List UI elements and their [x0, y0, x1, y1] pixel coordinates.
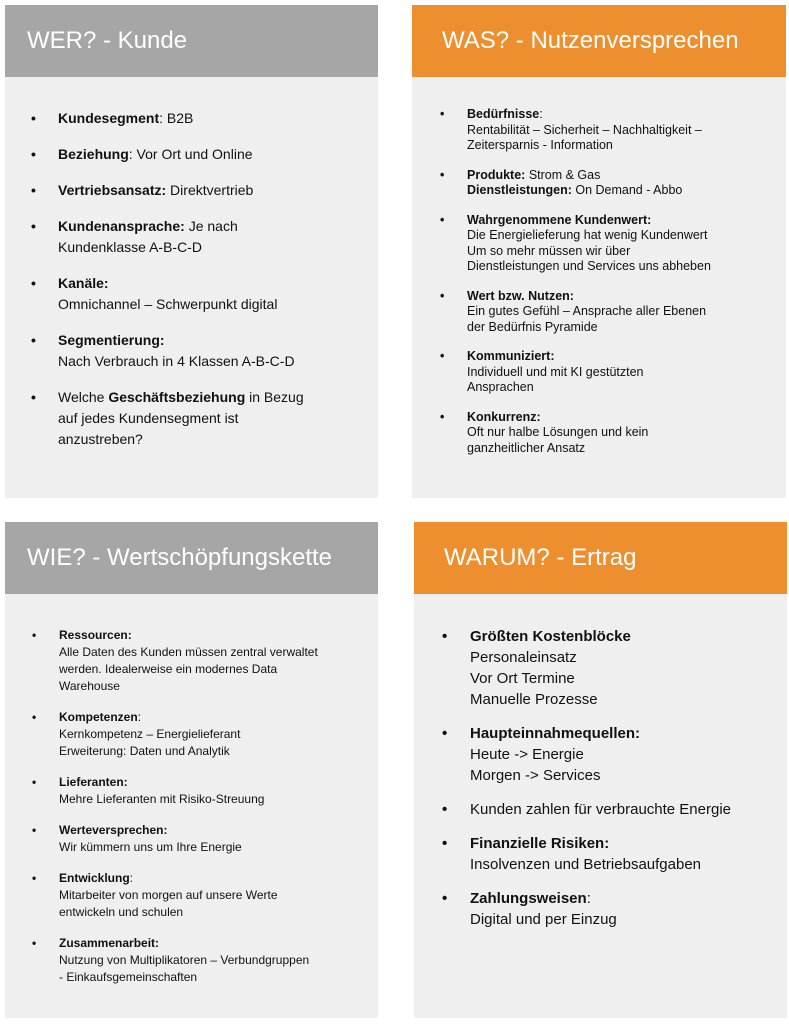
bullet-icon: •	[31, 218, 36, 234]
item-value: :	[129, 871, 134, 885]
list-item	[31, 216, 358, 258]
item-text: in Bezug	[245, 389, 304, 405]
bullet-list	[31, 108, 358, 450]
list-item	[440, 410, 770, 457]
bullet-icon: •	[32, 823, 37, 837]
list-item	[440, 107, 770, 154]
card-header-was	[412, 5, 786, 77]
item-detail: Vor Ort Termine	[470, 670, 575, 687]
bullet-icon: •	[442, 725, 448, 742]
bullet-icon: •	[32, 871, 37, 885]
bullet-icon: •	[31, 146, 36, 162]
item-detail: Kundenklasse A-B-C-D	[58, 239, 202, 255]
list-item	[31, 387, 358, 450]
item-label: Haupteinnahmequellen:	[470, 725, 641, 742]
item-label: Werteversprechen:	[59, 823, 168, 837]
item-detail: Erweiterung: Daten und Analytik	[59, 744, 230, 758]
card-header-wer	[5, 5, 378, 77]
bullet-icon: •	[32, 628, 37, 642]
item-detail: Heute -> Energie	[470, 746, 584, 763]
list-item	[32, 822, 358, 856]
card-title: WER? - Kunde	[27, 27, 188, 54]
bullet-icon: •	[440, 212, 445, 227]
card-title: WIE? - Wertschöpfungskette	[27, 544, 333, 571]
bullet-icon: •	[442, 890, 448, 907]
card-body	[5, 594, 378, 1018]
item-detail: - Einkaufsgemeinschaften	[59, 970, 198, 984]
item-value: :	[137, 710, 142, 724]
list-item	[32, 774, 358, 808]
list-item	[440, 168, 770, 199]
bullet-icon: •	[31, 275, 36, 291]
list-item	[32, 627, 358, 695]
item-detail: Rentabilität – Sicherheit – Nachhaltigkeit –	[467, 122, 702, 137]
list-item	[442, 626, 771, 710]
item-value: :	[539, 107, 543, 121]
item-detail: Digital und per Einzug	[470, 911, 617, 928]
list-item	[442, 888, 771, 930]
list-item	[440, 349, 770, 396]
list-item	[32, 709, 358, 760]
list-item	[31, 180, 358, 201]
item-label: Produkte:	[467, 167, 526, 182]
item-detail: Morgen -> Services	[470, 767, 601, 784]
bullet-list	[32, 627, 358, 986]
item-detail: Ein gutes Gefühl – Ansprache aller Ebenen	[467, 304, 707, 318]
bullet-icon: •	[32, 710, 37, 724]
item-detail: Ansprachen	[467, 380, 534, 394]
bullet-list	[440, 107, 770, 456]
item-label: Wahrgenommene Kundenwert:	[467, 212, 652, 227]
list-item	[31, 330, 358, 372]
item-detail: Warehouse	[59, 679, 120, 693]
item-detail: Wir kümmern uns um Ihre Energie	[59, 840, 242, 854]
list-item	[32, 935, 358, 986]
item-label: Kommuniziert:	[467, 349, 555, 363]
card-body	[5, 77, 378, 498]
item-label: Größten Kostenblöcke	[470, 628, 631, 645]
item-detail: Oft nur halbe Lösungen und kein	[467, 425, 649, 439]
item-detail: anzustreben?	[58, 431, 143, 447]
bullet-icon: •	[32, 936, 37, 950]
card-header-wie	[5, 522, 378, 594]
item-label: Kanäle:	[58, 275, 109, 291]
list-item	[440, 213, 770, 275]
item-detail: Dienstleistungen und Services uns abheben	[467, 259, 711, 273]
item-label: Ressourcen:	[59, 628, 132, 642]
item-detail: Manuelle Prozesse	[470, 691, 598, 708]
item-detail: Individuell und mit KI gestützten	[467, 364, 644, 379]
item-value: :	[586, 890, 591, 907]
list-item	[442, 833, 771, 875]
item-detail: der Bedürfnis Pyramide	[467, 319, 598, 334]
item-text: Welche	[58, 389, 109, 405]
item-label: Wert bzw. Nutzen:	[467, 288, 574, 303]
list-item	[31, 108, 358, 129]
item-detail: Die Energielieferung hat wenig Kundenwert	[467, 228, 708, 242]
item-detail: Zeitersparnis - Information	[467, 138, 613, 152]
item-label: Geschäftsbeziehung	[108, 389, 246, 405]
card-wer	[5, 5, 378, 498]
bullet-icon: •	[442, 801, 448, 818]
item-value: Strom & Gas	[525, 167, 601, 182]
bullet-icon: •	[442, 628, 448, 645]
item-detail: Nach Verbrauch in 4 Klassen A-B-C-D	[58, 353, 295, 369]
item-label: Zahlungsweisen	[470, 890, 587, 907]
item-detail: Kernkompetenz – Energielieferant	[59, 727, 241, 741]
item-value: Direktvertrieb	[166, 182, 254, 198]
card-title: WAS? - Nutzenversprechen	[442, 27, 739, 54]
item-text: Kunden zahlen für verbrauchte Energie	[470, 801, 732, 818]
card-was	[412, 5, 786, 498]
card-title: WARUM? - Ertrag	[444, 544, 637, 571]
item-label: Konkurrenz:	[467, 409, 541, 424]
item-value: On Demand - Abbo	[571, 183, 683, 197]
bullet-list	[442, 626, 771, 930]
item-value: : B2B	[159, 110, 194, 126]
item-value: Je nach	[184, 218, 238, 234]
item-detail: Insolvenzen und Betriebsaufgaben	[470, 856, 702, 873]
item-label: Finanzielle Risiken:	[470, 835, 610, 852]
bullet-icon: •	[31, 110, 36, 126]
item-detail: Alle Daten des Kunden müssen zentral verwaltet	[59, 645, 318, 659]
item-detail: ganzheitlicher Ansatz	[467, 440, 586, 455]
card-wie	[5, 522, 378, 1018]
item-detail: Um so mehr müssen wir über	[467, 243, 631, 258]
item-detail: Omnichannel – Schwerpunkt digital	[58, 296, 278, 312]
list-item	[440, 289, 770, 336]
item-label: Bedürfnisse	[467, 107, 540, 121]
item-label: Segmentierung:	[58, 332, 165, 348]
item-label: Kundesegment	[58, 110, 160, 126]
bullet-icon: •	[440, 288, 445, 303]
bullet-icon: •	[32, 775, 37, 789]
list-item	[32, 870, 358, 921]
card-body	[414, 594, 787, 1018]
item-label: Kompetenzen	[59, 710, 138, 724]
list-item	[442, 723, 771, 786]
item-label: Dienstleistungen:	[467, 183, 572, 197]
list-item	[31, 273, 358, 315]
bullet-icon: •	[442, 835, 448, 852]
item-detail: Nutzung von Multiplikatoren – Verbundgruppen	[59, 953, 310, 967]
item-value: : Vor Ort und Online	[128, 146, 253, 162]
bullet-icon: •	[440, 409, 445, 424]
bullet-icon: •	[31, 182, 36, 198]
list-item	[31, 144, 358, 165]
list-item	[442, 799, 771, 820]
card-header-warum	[414, 522, 787, 594]
item-detail: Mehre Lieferanten mit Risiko-Streuung	[59, 792, 265, 806]
item-label: Vertriebsansatz:	[58, 182, 167, 198]
item-detail: entwickeln und schulen	[59, 905, 184, 919]
item-detail: Personaleinsatz	[470, 649, 577, 666]
item-label: Beziehung	[58, 146, 129, 162]
card-body	[412, 77, 786, 498]
item-label: Zusammenarbeit:	[59, 936, 160, 950]
card-warum	[414, 522, 787, 1018]
bullet-icon: •	[31, 332, 36, 348]
bullet-icon: •	[440, 349, 445, 363]
item-detail: auf jedes Kundensegment ist	[58, 410, 239, 426]
bullet-icon: •	[440, 107, 445, 121]
item-detail: werden. Idealerweise ein modernes Data	[59, 662, 278, 676]
bullet-icon: •	[31, 389, 36, 405]
item-label: Kundenansprache:	[58, 218, 185, 234]
bullet-icon: •	[440, 167, 445, 182]
item-label: Entwicklung	[59, 871, 130, 885]
item-label: Lieferanten:	[59, 775, 128, 789]
item-detail: Mitarbeiter von morgen auf unsere Werte	[59, 888, 278, 902]
